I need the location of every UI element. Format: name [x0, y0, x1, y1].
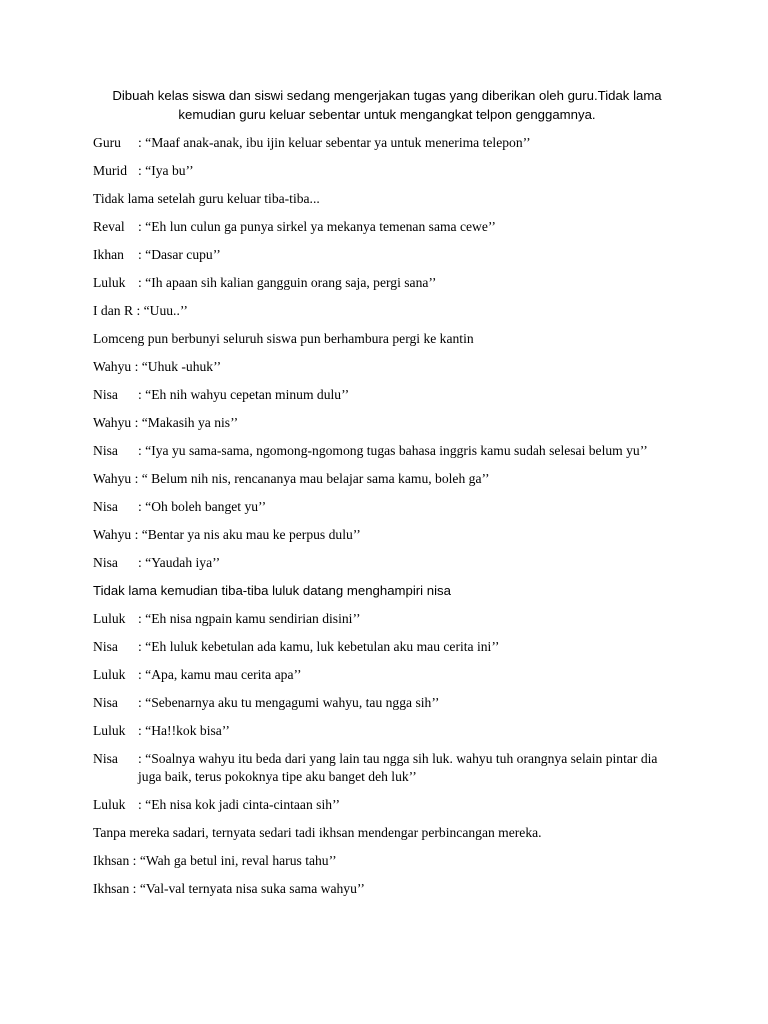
- dialogue-text: : “Maaf anak-anak, ibu ijin keluar sebentar ya untuk menerima telepon’’: [138, 135, 531, 150]
- narration-line: Tidak lama setelah guru keluar tiba-tiba...: [93, 191, 320, 206]
- dialogue-line: [93, 750, 683, 786]
- speaker-name: Guru: [93, 135, 121, 150]
- speaker-name: Murid: [93, 163, 127, 178]
- dialogue-line: [93, 442, 683, 460]
- dialogue-list: [93, 134, 683, 908]
- speaker-name: Nisa: [93, 499, 118, 514]
- dialogue-text: : “Eh nisa kok jadi cinta-cintaan sih’’: [138, 797, 341, 812]
- dialogue-text: : “Dasar cupu’’: [138, 247, 221, 262]
- speaker-name: Luluk: [93, 667, 126, 682]
- narration-line: Tidak lama kemudian tiba-tiba luluk datang menghampiri nisa: [93, 583, 451, 598]
- dialogue-text: : “Iya yu sama-sama, ngomong-ngomong tugas bahasa inggris kamu sudah selesai belum yu’’: [138, 443, 648, 458]
- speaker-name: Ikhan: [93, 247, 124, 262]
- speaker-name: Luluk: [93, 611, 126, 626]
- speaker-name: Nisa: [93, 555, 118, 570]
- dialogue-line: [93, 722, 683, 740]
- speaker-name: Luluk: [93, 275, 126, 290]
- dialogue-text: : “Eh lun culun ga punya sirkel ya mekanya temenan sama cewe’’: [138, 219, 496, 234]
- speaker-name: Luluk: [93, 723, 126, 738]
- speaker-name: Nisa: [93, 443, 118, 458]
- speaker-name: Ikhsan: [93, 853, 130, 868]
- dialogue-text: : “Ha!!kok bisa’’: [138, 723, 230, 738]
- dialogue-line: [93, 638, 683, 656]
- dialogue-line: [93, 358, 683, 376]
- dialogue-text: : “Sebenarnya aku tu mengagumi wahyu, tau ngga sih’’: [138, 695, 440, 710]
- dialogue-line: [93, 162, 683, 180]
- speaker-name: Wahyu: [93, 359, 132, 374]
- dialogue-text: : “Yaudah iya’’: [138, 555, 221, 570]
- dialogue-line: [93, 246, 683, 264]
- dialogue-line: [93, 218, 683, 236]
- speaker-name: Nisa: [93, 639, 118, 654]
- speaker-name: Nisa: [93, 387, 118, 402]
- narration-line: Lomceng pun berbunyi seluruh siswa pun berhambura pergi ke kantin: [93, 331, 474, 346]
- dialogue-line: [93, 414, 683, 432]
- dialogue-line: [93, 852, 683, 870]
- speaker-name: Wahyu: [93, 471, 132, 486]
- speaker-name: Reval: [93, 219, 125, 234]
- dialogue-text: : “Makasih ya nis’’: [134, 415, 239, 430]
- dialogue-text: : “ Belum nih nis, rencananya mau belajar sama kamu, boleh ga’’: [134, 471, 490, 486]
- dialogue-line: [93, 302, 683, 320]
- dialogue-line: [93, 134, 683, 152]
- dialogue-text: : “Eh nisa ngpain kamu sendirian disini’’: [138, 611, 361, 626]
- dialogue-text: : “Uuu..’’: [136, 303, 188, 318]
- intro-paragraph: Dibuah kelas siswa dan siswi sedang mengerjakan tugas yang diberikan oleh guru.Tidak lama kemudian guru keluar sebentar untuk mengangkat telpon genggamnya.: [112, 88, 662, 122]
- dialogue-text: : “Oh boleh banget yu’’: [138, 499, 267, 514]
- speaker-name: Luluk: [93, 797, 126, 812]
- dialogue-line: [93, 498, 683, 516]
- dialogue-line: [93, 470, 683, 488]
- speaker-name: I dan R: [93, 303, 134, 318]
- dialogue-text: : “Apa, kamu mau cerita apa’’: [138, 667, 302, 682]
- dialogue-line: [93, 386, 683, 404]
- dialogue-text: : “Wah ga betul ini, reval harus tahu’’: [132, 853, 337, 868]
- speaker-name: Nisa: [93, 751, 118, 766]
- dialogue-line: [93, 274, 683, 292]
- dialogue-line: [93, 666, 683, 684]
- dialogue-line: [93, 554, 683, 572]
- speaker-name: Nisa: [93, 695, 118, 710]
- speaker-name: Wahyu: [93, 415, 132, 430]
- dialogue-line: [93, 610, 683, 628]
- dialogue-line: [93, 694, 683, 712]
- dialogue-line: [93, 796, 683, 814]
- dialogue-text: : “Eh nih wahyu cepetan minum dulu’’: [138, 387, 350, 402]
- dialogue-line: [93, 880, 683, 898]
- dialogue-text: : “Iya bu’’: [138, 163, 194, 178]
- dialogue-text: : “Val-val ternyata nisa suka sama wahyu’’: [132, 881, 365, 896]
- dialogue-text: : “Soalnya wahyu itu beda dari yang lain tau ngga sih luk. wahyu tuh orangnya selain pintar dia juga baik, terus pokoknya tipe aku banget deh luk’’: [138, 751, 658, 784]
- speaker-name: Wahyu: [93, 527, 132, 542]
- dialogue-text: : “Bentar ya nis aku mau ke perpus dulu’’: [134, 527, 361, 542]
- dialogue-text: : “Ih apaan sih kalian gangguin orang saja, pergi sana’’: [138, 275, 437, 290]
- dialogue-text: : “Eh luluk kebetulan ada kamu, luk kebetulan aku mau cerita ini’’: [138, 639, 500, 654]
- dialogue-line: [93, 526, 683, 544]
- speaker-name: Ikhsan: [93, 881, 130, 896]
- dialogue-text: : “Uhuk -uhuk’’: [134, 359, 222, 374]
- narration-line: Tanpa mereka sadari, ternyata sedari tadi ikhsan mendengar perbincangan mereka.: [93, 825, 542, 840]
